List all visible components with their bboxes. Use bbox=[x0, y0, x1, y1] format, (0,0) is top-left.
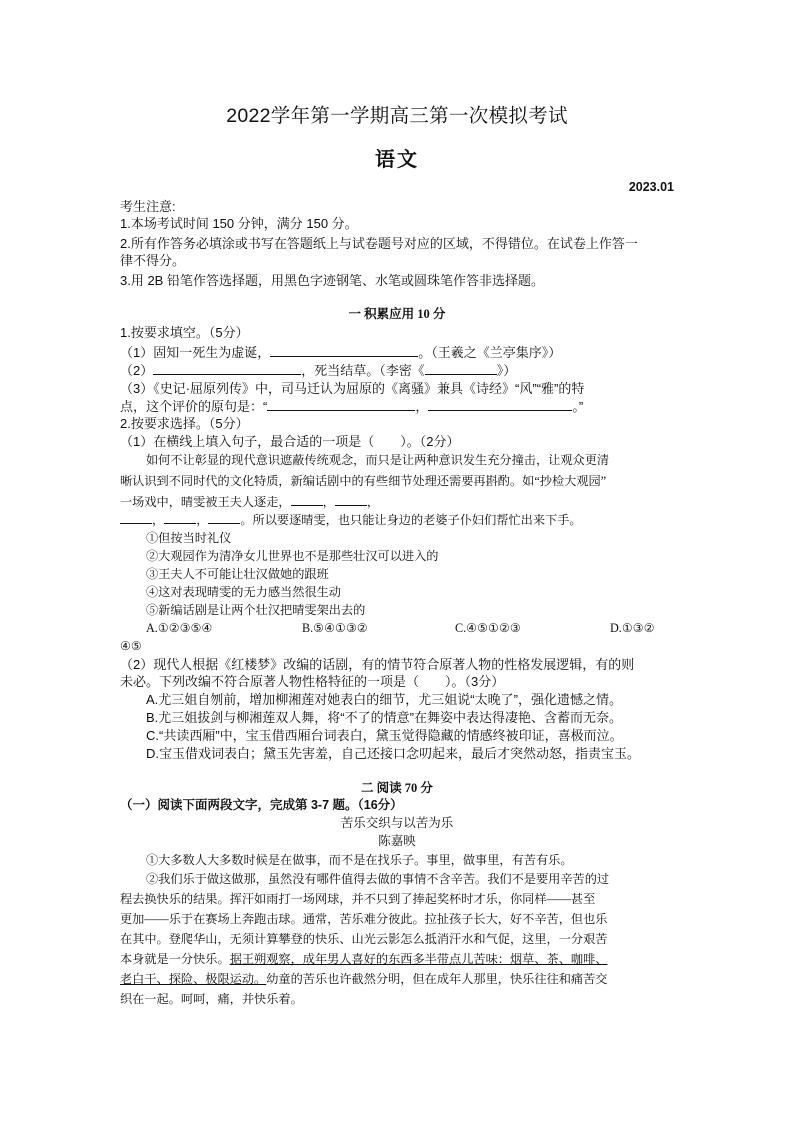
answer-blank[interactable] bbox=[335, 493, 367, 506]
passage-text: 。所以要逐晴雯，也只能让身边的老婆子仆妇们帮忙出来下手。 bbox=[240, 513, 582, 527]
passage-line: 晰认识到不同时代的文化特质，新编话剧中的有些细节处理还需要再斟酌。如“抄检大观园” bbox=[120, 474, 607, 488]
answer-blank[interactable] bbox=[208, 511, 240, 524]
choice-wrap: ④⑤ bbox=[120, 639, 142, 653]
fill-line-2 bbox=[120, 362, 680, 379]
article-text: 本身就是一分快乐。 bbox=[120, 952, 230, 966]
question-prompt: 1.按要求填空。（5分） bbox=[120, 325, 249, 340]
fill-text: （1）固知一死生为虚诞， bbox=[120, 345, 271, 360]
article-line: 程去换快乐的结果。挥汗如雨打一场网球，并不只到了捧起奖杯时才乐，你同样——甚至 bbox=[120, 892, 596, 906]
option-a[interactable]: A.尤三姐自刎前，增加柳湘莲对她表白的细节，尤三姐说“太晚了”，强化遗憾之情。 bbox=[146, 692, 622, 707]
fill-text: （2） bbox=[120, 363, 154, 378]
article-line bbox=[120, 951, 680, 968]
article-line: ②我们乐于做这做那，虽然没有哪件值得去做的事情不含辛苦。我们不是要用辛苦的过 bbox=[146, 872, 610, 886]
choice-c[interactable]: C.④⑤①②③ bbox=[455, 621, 521, 635]
article-title: 苦乐交织与以苦为乐 bbox=[340, 816, 454, 830]
notice-item: 2.所有作答务必填涂或书写在答题纸上与试卷题号对应的区域，不得错位。在试卷上作答一 bbox=[120, 236, 638, 251]
underlined-text: 老白干、探险、极限运动。 bbox=[120, 972, 267, 986]
answer-blank[interactable] bbox=[425, 362, 497, 375]
subquestion: 未必。下列改编不符合原著人物性格特征的一项是（ ）。（3分） bbox=[120, 674, 505, 689]
fill-line-4 bbox=[120, 398, 680, 415]
choice-d[interactable]: D.①③② bbox=[610, 621, 655, 635]
fill-text: ， bbox=[415, 399, 429, 414]
question-prompt: 2.按要求选择。（5分） bbox=[120, 416, 249, 431]
option-c[interactable]: C.“共读西厢”中，宝玉借西厢台词表白，黛玉觉得隐藏的情感终被印证，喜极而泣。 bbox=[146, 728, 623, 743]
article-text: 幼童的苦乐也许截然分明，但在成年人那里，快乐往往和痛苦交 bbox=[266, 972, 608, 986]
section-heading: 一 积累应用 10 分 bbox=[348, 307, 446, 321]
choice-b[interactable]: B.⑤④①③② bbox=[302, 621, 368, 635]
part-heading: （一）阅读下面两段文字，完成第 3-7 题。（16分） bbox=[120, 798, 403, 812]
fill-text: 。（王羲之《兰亭集序》） bbox=[418, 345, 562, 360]
answer-blank[interactable] bbox=[428, 398, 572, 411]
exam-title: 2022学年第一学期高三第一次模拟考试 bbox=[226, 105, 568, 127]
answer-blank[interactable] bbox=[164, 511, 196, 524]
exam-date: 2023.01 bbox=[628, 180, 674, 194]
option-sentence: ⑤新编话剧是让两个壮汉把晴雯架出去的 bbox=[146, 603, 366, 617]
answer-blank[interactable] bbox=[267, 398, 415, 411]
notice-heading: 考生注意: bbox=[120, 199, 176, 214]
passage-line: 如何不让彰显的现代意识遮蔽传统观念，而只是让两种意识发生充分撞击，让观众更清 bbox=[146, 453, 610, 467]
answer-blank[interactable] bbox=[153, 362, 301, 375]
subquestion: （1）在横线上填入句子，最合适的一项是（ ）。（2分） bbox=[120, 434, 460, 449]
fill-text: 点，这个评价的原句是：“ bbox=[120, 399, 268, 414]
notice-item: 律不得分。 bbox=[120, 253, 186, 268]
answer-blank[interactable] bbox=[291, 493, 323, 506]
passage-text: ， bbox=[366, 495, 379, 509]
exam-subject: 语文 bbox=[375, 149, 419, 171]
option-sentence: ③王夫人不可能让壮汉做她的跟班 bbox=[146, 567, 329, 581]
article-line: 在其中。登爬华山，无须计算攀登的快乐、山光云影怎么抵消汗水和气促，这里，一分艰苦 bbox=[120, 932, 608, 946]
fill-text: 。” bbox=[572, 399, 584, 414]
article-author: 陈嘉映 bbox=[378, 834, 416, 848]
notice-item: 3.用 2B 铅笔作答选择题，用黑色字迹钢笔、水笔或圆珠笔作答非选择题。 bbox=[120, 273, 544, 288]
article-line bbox=[120, 971, 680, 988]
option-sentence: ①但按当时礼仪 bbox=[146, 531, 232, 545]
answer-blank[interactable] bbox=[270, 344, 418, 357]
passage-line: ， ， 。所以要逐晴雯，也只能让身边的老婆子仆妇们帮忙出来下手。 bbox=[120, 511, 680, 529]
option-d[interactable]: D.宝玉借戏词表白；黛玉先害羞，自己还接口念叨起来，最后才突然动怒，指责宝玉。 bbox=[146, 746, 641, 761]
subquestion: （2）现代人根据《红楼梦》改编的话剧，有的情节符合原著人物的性格发展逻辑，有的则 bbox=[120, 657, 635, 672]
choice-a[interactable]: A.①②③⑤④ bbox=[146, 621, 213, 635]
option-b[interactable]: B.尤三姐拔剑与柳湘莲双人舞，将“不了的情意”在舞姿中表达得凄艳、含蓄而无奈。 bbox=[146, 710, 622, 725]
fill-text: 》） bbox=[496, 363, 517, 378]
passage-text: 一场戏中，晴雯被王夫人逐走， bbox=[120, 495, 291, 509]
fill-line-1 bbox=[120, 344, 680, 361]
option-sentence: ④这对表现晴雯的无力感当然很生动 bbox=[146, 585, 341, 599]
underlined-text: 据王朔观察，成年男人喜好的东西多半带点儿苦味：烟草、茶、咖啡、 bbox=[229, 952, 608, 966]
notice-item: 1.本场考试时间 150 分钟，满分 150 分。 bbox=[120, 216, 358, 231]
passage-text: ， bbox=[322, 495, 335, 509]
article-line: 织在一起。呵呵，痛，并快乐着。 bbox=[120, 992, 303, 1006]
fill-line-3: （3）《史记·屈原列传》中，司马迁认为屈原的《离骚》兼具《诗经》“风”“雅”的特 bbox=[120, 381, 585, 396]
answer-blank[interactable] bbox=[120, 511, 152, 524]
article-paragraph: ①大多数人大多数时候是在做事，而不是在找乐子。事里，做事里，有苦有乐。 bbox=[146, 853, 573, 867]
article-line: 更加——乐于在赛场上奔跑击球。通常，苦乐难分彼此。拉扯孩子长大，好不辛苦，但也乐 bbox=[120, 912, 608, 926]
section-heading: 二 阅读 70 分 bbox=[361, 781, 433, 795]
fill-text: ，死当结草。（李密《 bbox=[301, 363, 425, 378]
passage-line bbox=[120, 493, 680, 511]
option-sentence: ②大观园作为清净女儿世界也不是那些壮汉可以进入的 bbox=[146, 549, 439, 563]
